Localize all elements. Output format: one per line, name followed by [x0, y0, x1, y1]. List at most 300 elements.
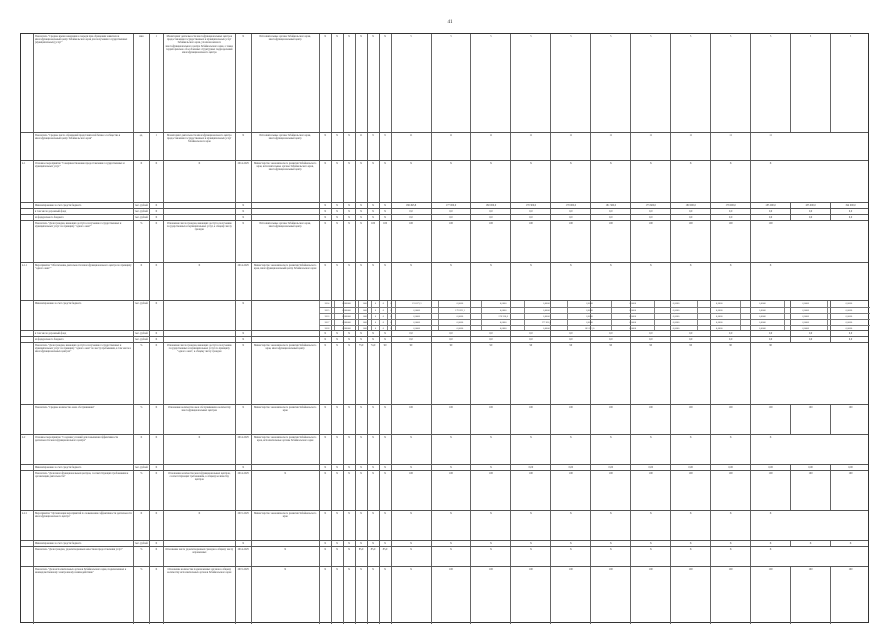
- table-cell: Х: [343, 511, 355, 540]
- table-cell: 0,0: [630, 209, 670, 214]
- table-cell: Х: [235, 209, 251, 214]
- table-cell: 100: [830, 567, 870, 624]
- table-cell: Мероприятие "Обеспечение деятельности многофункционального центра по принципу "одного окна"": [33, 263, 133, 300]
- table-cell: 100: [710, 471, 750, 510]
- table-cell: Отношение количества подключенных органов к общему количеству исполнительных органов Забайкальского края: [163, 567, 235, 624]
- table-subcell: 0,0000: [567, 301, 610, 307]
- table-cell: Х: [331, 203, 343, 208]
- table-cell: Х: [319, 343, 331, 404]
- table-subcell: 183 113,0: [567, 326, 610, 331]
- table-cell: Х: [367, 567, 379, 624]
- table-cell: из федерального бюджета: [33, 215, 133, 220]
- table-cell: Исполнительные органы Забайкальского края, многофункциональный центр: [251, 34, 319, 132]
- table-cell: [21, 301, 33, 330]
- table-subcell: 0,0000: [481, 320, 524, 325]
- table-cell: Х: [630, 435, 670, 464]
- table-subcell: 0,0000: [611, 320, 654, 325]
- table-cell: Х: [235, 331, 251, 336]
- table-cell: 2014-2025: [235, 471, 251, 510]
- table-cell: 90: [590, 343, 630, 404]
- table-cell: 0,0: [830, 209, 870, 214]
- table-cell: 100: [710, 567, 750, 624]
- table-cell: Х: [163, 263, 235, 300]
- table-cell: 100: [510, 567, 550, 624]
- table-subcell: 0,0000: [611, 308, 654, 313]
- table-cell: 100: [550, 221, 590, 262]
- table-subcell: 0,0000: [524, 326, 567, 331]
- table-cell: Х: [319, 133, 331, 160]
- table-cell: Х: [510, 511, 550, 540]
- table-cell: Х: [630, 541, 670, 546]
- table-cell: Отношение числа граждан, имеющих доступ к получению государственных и муниципальных услуг, к общему числу граждан: [163, 221, 235, 262]
- table-cell: 0,0: [431, 337, 471, 342]
- table-cell: 0,0: [670, 209, 710, 214]
- table-subcell: 0,0000: [395, 314, 438, 319]
- table-cell: 0,0: [470, 331, 510, 336]
- table-cell: 0,0: [710, 337, 750, 342]
- table-cell: 0,00: [590, 465, 630, 470]
- table-cell: Х: [331, 215, 343, 220]
- table-cell: тыс. рублей: [134, 332, 148, 335]
- table-cell: Показатель "Среднее время ожидания в очереди при обращении заявителя в многофункциональный центр Забайкальского края для получения государственных (муниципальных) услуг": [33, 34, 133, 132]
- table-cell: 5: [710, 34, 750, 132]
- table-row: [21, 262, 868, 300]
- table-cell: Х: [710, 547, 750, 566]
- table-subcell: 174 673,3: [395, 301, 438, 307]
- table-cell: Х: [343, 435, 355, 464]
- table-subcell: 0: [387, 320, 395, 325]
- table-cell: 0,0: [790, 331, 830, 336]
- table-cell: 0,0: [670, 215, 710, 220]
- table-cell: 2014-2025: [235, 547, 251, 566]
- table-subcell: 0,0000: [395, 308, 438, 313]
- table-cell: Х: [550, 435, 590, 464]
- table-cell: Х: [367, 209, 379, 214]
- table-cell: 100: [391, 471, 431, 510]
- table-cell: 100: [830, 405, 870, 434]
- table-cell: Х: [235, 133, 251, 160]
- table-cell: Х: [163, 435, 235, 464]
- table-cell: 100: [367, 221, 379, 262]
- table-cell: 0,0: [550, 209, 590, 214]
- table-cell: Исполнительные органы Забайкальского края, многофункциональный центр: [251, 221, 319, 262]
- table-cell: Х: [379, 541, 391, 546]
- table-cell: 100: [750, 221, 790, 262]
- table-cell: %: [133, 343, 149, 404]
- table-cell: Х: [367, 511, 379, 540]
- table-subcell: 0,0000: [567, 320, 610, 325]
- table-subcell: 0,0000: [827, 320, 870, 325]
- table-subcell: 0,0000: [524, 308, 567, 313]
- table-cell: 100: [510, 405, 550, 434]
- page-number: 41: [447, 20, 453, 25]
- table-cell: Х: [750, 547, 790, 566]
- table-cell: Х: [391, 263, 431, 300]
- table-cell: Х: [590, 161, 630, 202]
- table-cell: 0,0: [470, 337, 510, 342]
- table-cell: Исполнительные органы Забайкальского края, многофункциональный центр: [251, 133, 319, 160]
- table-subcell: 0,0000: [827, 301, 870, 307]
- table-cell: Х: [367, 435, 379, 464]
- table-cell: 4.1: [22, 162, 26, 165]
- table-cell: Х: [149, 541, 163, 546]
- table-cell: Х: [355, 465, 367, 470]
- table-cell: 5: [550, 34, 590, 132]
- table-subcell: 2016: [319, 314, 335, 319]
- table-row: [21, 220, 868, 262]
- table-cell: в том числе дорожный фонд: [33, 209, 133, 214]
- table-cell: Х: [750, 511, 790, 540]
- table-subcell: 0,0000: [784, 308, 827, 313]
- table-cell: 100: [590, 221, 630, 262]
- table-cell: Х: [235, 221, 251, 262]
- table-cell: 100: [710, 221, 750, 262]
- table-cell: Х: [235, 541, 251, 546]
- table-subcell: 179 693,1: [438, 308, 481, 313]
- table-cell: Х: [149, 337, 163, 342]
- table-cell: Х: [319, 34, 331, 132]
- table-row: [21, 132, 868, 160]
- table-cell: Х: [830, 541, 870, 546]
- table-subcell: 0,0000: [697, 314, 740, 319]
- table-cell: 100: [550, 405, 590, 434]
- table-cell: 0,0: [670, 331, 710, 336]
- table-subcell: 0,0000: [524, 301, 567, 307]
- table-cell: Х: [355, 263, 367, 300]
- table-subcell: 0,0000: [784, 320, 827, 325]
- table-cell: 0,0: [590, 215, 630, 220]
- table-cell: [21, 221, 33, 262]
- table-subcell: 0: [387, 301, 395, 307]
- table-cell: 100: [470, 405, 510, 434]
- table-subcell: 0,0000: [697, 301, 740, 307]
- table-cell: [21, 133, 33, 160]
- table-cell: ед.: [133, 133, 149, 160]
- table-cell: 100: [470, 567, 510, 624]
- table-cell: %: [133, 547, 149, 566]
- table-row: [21, 546, 868, 566]
- table-cell: Х: [510, 547, 550, 566]
- table-cell: тыс. рублей: [133, 301, 149, 330]
- table-cell: Х: [470, 465, 510, 470]
- table-cell: 178 300,0: [510, 203, 550, 208]
- table-cell: 5: [590, 34, 630, 132]
- table-cell: 5: [391, 34, 431, 132]
- table-cell: 0,0: [750, 331, 790, 336]
- table-cell: 74,0: [367, 343, 379, 404]
- table-cell: 0,0: [391, 215, 431, 220]
- table-cell: 5: [670, 34, 710, 132]
- table-cell: Х: [355, 435, 367, 464]
- table-cell: [21, 405, 33, 434]
- table-subcell: 0,0000: [654, 326, 697, 331]
- table-cell: Х: [343, 547, 355, 566]
- table-cell: Х: [235, 465, 251, 470]
- table-cell: 0,0: [510, 215, 550, 220]
- table-subcell: 0,0000: [740, 320, 783, 325]
- table-cell: Х: [133, 511, 149, 540]
- table-subcell: 0000000: [334, 320, 358, 325]
- table-cell: Показатель "Доля граждан, удовлетворенных качеством предоставления услуг": [33, 547, 133, 566]
- table-cell: 0,00: [510, 465, 550, 470]
- table-cell: 90: [710, 343, 750, 404]
- table-cell: Х: [367, 263, 379, 300]
- table-subcell: 0,0000: [611, 326, 654, 331]
- table-cell: 180 000,0: [470, 203, 510, 208]
- table-cell: Х: [319, 221, 331, 262]
- table-cell: Х: [343, 331, 355, 336]
- table-cell: Х: [630, 511, 670, 540]
- table-subcell: 2015: [319, 308, 335, 313]
- table-cell: 5: [630, 34, 670, 132]
- table-cell: 1: [149, 34, 163, 132]
- table-subcell: 0,0000: [827, 308, 870, 313]
- table-cell: Х: [367, 161, 379, 202]
- table-cell: 90: [750, 343, 790, 404]
- table-cell: Х: [319, 215, 331, 220]
- table-cell: Х: [710, 511, 750, 540]
- table-cell: Х: [355, 337, 367, 342]
- table-cell: 100: [470, 221, 510, 262]
- table-cell: 90: [630, 343, 670, 404]
- table-cell: 100: [670, 567, 710, 624]
- table-cell: Х: [630, 547, 670, 566]
- table-cell: Показатель "Доля граждан, имеющих доступ к получению государственных и муниципальных услуг по принципу "одного окна"": [33, 221, 133, 262]
- table-cell: Отношение количества окон обслуживания к количеству многофункциональных центров: [163, 405, 235, 434]
- table-cell: %: [133, 471, 149, 510]
- table-cell: Х: [670, 435, 710, 464]
- table-cell: Х: [331, 547, 343, 566]
- table-subcell: 0,0000: [697, 308, 740, 313]
- table-subcell: 0000000: [334, 301, 358, 307]
- table-cell: 4.1.1: [22, 264, 28, 267]
- table-cell: 0,0: [590, 337, 630, 342]
- table-cell: 2014-2025: [235, 435, 251, 464]
- table-cell: 90: [431, 343, 471, 404]
- table-cell: Х: [331, 465, 343, 470]
- table-subcell: 0: [371, 320, 379, 325]
- table-cell: Х: [431, 511, 471, 540]
- table-cell: [21, 34, 33, 132]
- table-subcell: 000: [358, 326, 371, 331]
- table-cell: Х: [343, 343, 355, 404]
- table-cell: 90: [670, 343, 710, 404]
- table-cell: Х: [379, 34, 391, 132]
- table-cell: Х: [331, 343, 343, 404]
- table-cell: Х: [149, 331, 163, 336]
- table-cell: Х: [163, 161, 235, 202]
- table-cell: Х: [391, 567, 431, 624]
- table-cell: Х: [355, 405, 367, 434]
- table-cell: Х: [470, 541, 510, 546]
- table-cell: тыс. рублей: [134, 216, 148, 219]
- table-cell: Х: [343, 161, 355, 202]
- table-subcell: 0: [379, 301, 387, 307]
- table-subcell: 000: [358, 320, 371, 325]
- table-cell: Х: [319, 405, 331, 434]
- table-cell: Х: [431, 435, 471, 464]
- table-cell: Министерство экономического развития Забайкальского края, многофункциональный центр: [251, 343, 319, 404]
- table-cell: Х: [379, 209, 391, 214]
- table-subcell: 0,0000: [654, 301, 697, 307]
- table-cell: Х: [343, 471, 355, 510]
- table-cell: 85,0: [367, 547, 379, 566]
- table-cell: Х: [367, 541, 379, 546]
- table-cell: Х: [590, 511, 630, 540]
- table-cell: 100: [670, 221, 710, 262]
- table-cell: 0,0: [550, 337, 590, 342]
- table-cell: Х: [149, 343, 163, 404]
- table-cell: 0,0: [470, 215, 510, 220]
- table-subcell: 0,0000: [611, 301, 654, 307]
- table-cell: Х: [331, 331, 343, 336]
- table-cell: Х: [379, 203, 391, 208]
- table-cell: Показатель "Доля граждан, имеющих доступ к получению государственных и муниципальных услуг по принципу "одного окна" по месту пребывания, в том числе в многофункциональных центрах": [33, 343, 133, 404]
- table-cell: Показатель "Среднее количество окон обслуживания": [33, 405, 133, 434]
- table-row: [21, 160, 868, 202]
- table-cell: Финансирование за счет средств бюджета: [33, 203, 133, 208]
- table-cell: Х: [331, 133, 343, 160]
- table-cell: Х: [670, 263, 710, 300]
- table-subcell: 0,0000: [654, 308, 697, 313]
- table-cell: 2014-2025: [235, 161, 251, 202]
- table-cell: 11: [391, 133, 431, 160]
- table-cell: Х: [379, 215, 391, 220]
- table-cell: Х: [343, 209, 355, 214]
- table-cell: Основное мероприятие "Создание условий для повышения эффективности деятельности многофункционального центра": [33, 435, 133, 464]
- table-subcell: 0: [387, 314, 395, 319]
- table-cell: Показатель "Доля многофункциональных центров, соответствующих требованиям к организации деятельности": [33, 471, 133, 510]
- table-cell: Х: [470, 511, 510, 540]
- table-cell: 100: [550, 471, 590, 510]
- table-cell: Х: [319, 337, 331, 342]
- table-cell: 0,0: [630, 337, 670, 342]
- table-subcell: 0,0000: [567, 308, 610, 313]
- table-subcell: 0,0000: [438, 320, 481, 325]
- table-cell: Х: [391, 541, 431, 546]
- table-cell: Министерство экономического развития Забайкальского края, исполнительные органы Забайкальского края, многофункциональный центр: [251, 161, 319, 202]
- table-cell: Х: [343, 567, 355, 624]
- table-subcell: 0,0000: [438, 326, 481, 331]
- table-cell: Х: [379, 331, 391, 336]
- table-cell: Х: [431, 541, 471, 546]
- table-cell: Х: [319, 511, 331, 540]
- table-cell: 194 000,0: [830, 203, 870, 208]
- table-cell: 180 000,0: [670, 203, 710, 208]
- table-subcell: 0,0000: [481, 301, 524, 307]
- table-subcell: 0: [387, 326, 395, 331]
- table-cell: 100: [710, 405, 750, 434]
- table-cell: Х: [391, 511, 431, 540]
- table-cell: 177 000,0: [431, 203, 471, 208]
- table-cell: 0,00: [750, 465, 790, 470]
- table-cell: Х: [355, 541, 367, 546]
- table-cell: Х: [319, 567, 331, 624]
- table-cell: %: [133, 221, 149, 262]
- table-subcell: 000: [358, 301, 371, 307]
- table-cell: 0,0: [590, 331, 630, 336]
- table-cell: в том числе дорожный фонд: [33, 331, 133, 336]
- table-subcell: 0,0000: [740, 314, 783, 319]
- table-cell: 185 000,0: [790, 203, 830, 208]
- table-cell: Х: [670, 511, 710, 540]
- table-cell: 0,0: [790, 209, 830, 214]
- table-cell: 0,0: [750, 215, 790, 220]
- table-cell: 11: [750, 133, 790, 160]
- table-cell: Х: [379, 263, 391, 300]
- table-cell: 0,00: [710, 465, 750, 470]
- table-cell: Х: [319, 547, 331, 566]
- table-cell: Х: [355, 161, 367, 202]
- table-cell: 100: [391, 405, 431, 434]
- table-cell: Х: [355, 221, 367, 262]
- table-cell: 2015-2025: [235, 511, 251, 540]
- table-cell: Х: [149, 215, 163, 220]
- table-cell: 85,0: [379, 547, 391, 566]
- table-cell: 2015-2025: [235, 567, 251, 624]
- table-cell: Мониторинг деятельности многофункциональных центров предоставления государственных и муниципальных услуг Забайкальского края, уполномоченного многофункционального центра Забайкальского края, а также территориально обособленных структурных подразделений многофункционального центра: [163, 34, 235, 132]
- table-cell: 0,0: [391, 209, 431, 214]
- table-subcell: 0,0000: [784, 301, 827, 307]
- table-row: [21, 34, 868, 132]
- table-subcell: 0,0000: [740, 308, 783, 313]
- table-cell: Х: [343, 221, 355, 262]
- table-cell: 0,0: [710, 215, 750, 220]
- table-cell: 0,00: [830, 465, 870, 470]
- table-cell: Х: [319, 161, 331, 202]
- table-cell: Х: [343, 215, 355, 220]
- table-subcell: 0: [371, 301, 379, 307]
- table-cell: 9: [367, 133, 379, 160]
- table-cell: Х: [670, 161, 710, 202]
- table-cell: 0,00: [670, 465, 710, 470]
- table-cell: Х: [710, 435, 750, 464]
- table-cell: Х: [630, 161, 670, 202]
- table-cell: %: [133, 567, 149, 624]
- table-cell: 100: [630, 405, 670, 434]
- table-cell: Х: [331, 161, 343, 202]
- table-cell: [21, 471, 33, 510]
- table-cell: 100: [431, 221, 471, 262]
- table-cell: Х: [670, 547, 710, 566]
- table-cell: 0,0: [790, 337, 830, 342]
- table-cell: 0,0: [710, 209, 750, 214]
- table-cell: мин: [133, 34, 149, 132]
- table-cell: Х: [235, 215, 251, 220]
- table-cell: Х: [391, 435, 431, 464]
- table-row: [21, 434, 868, 464]
- table-cell: 0,00: [630, 465, 670, 470]
- table-cell: Министерство экономического развития Забайкальского края, исполнительные органы Забайкальского края: [251, 435, 319, 464]
- table-cell: Министерство экономического развития Забайкальского края, многофункциональный центр Забайкальского края: [251, 263, 319, 300]
- table-cell: Х: [590, 435, 630, 464]
- table-cell: Х: [343, 465, 355, 470]
- table-cell: Х: [319, 541, 331, 546]
- table-subcell: 0,0000: [654, 314, 697, 319]
- table-cell: Х: [343, 133, 355, 160]
- table-cell: 100: [590, 405, 630, 434]
- table-cell: 5: [431, 34, 471, 132]
- table-cell: Х: [149, 161, 163, 202]
- table-cell: 0,0: [750, 337, 790, 342]
- table-cell: Х: [470, 161, 510, 202]
- table-cell: тыс. рублей: [134, 210, 148, 213]
- table-subcell: 177 856,6: [524, 320, 567, 325]
- table-cell: 11: [550, 133, 590, 160]
- table-cell: Министерство экономического развития Забайкальского края: [251, 405, 319, 434]
- table-cell: Финансирование за счет средств бюджета: [33, 541, 133, 546]
- table-cell: [21, 567, 33, 624]
